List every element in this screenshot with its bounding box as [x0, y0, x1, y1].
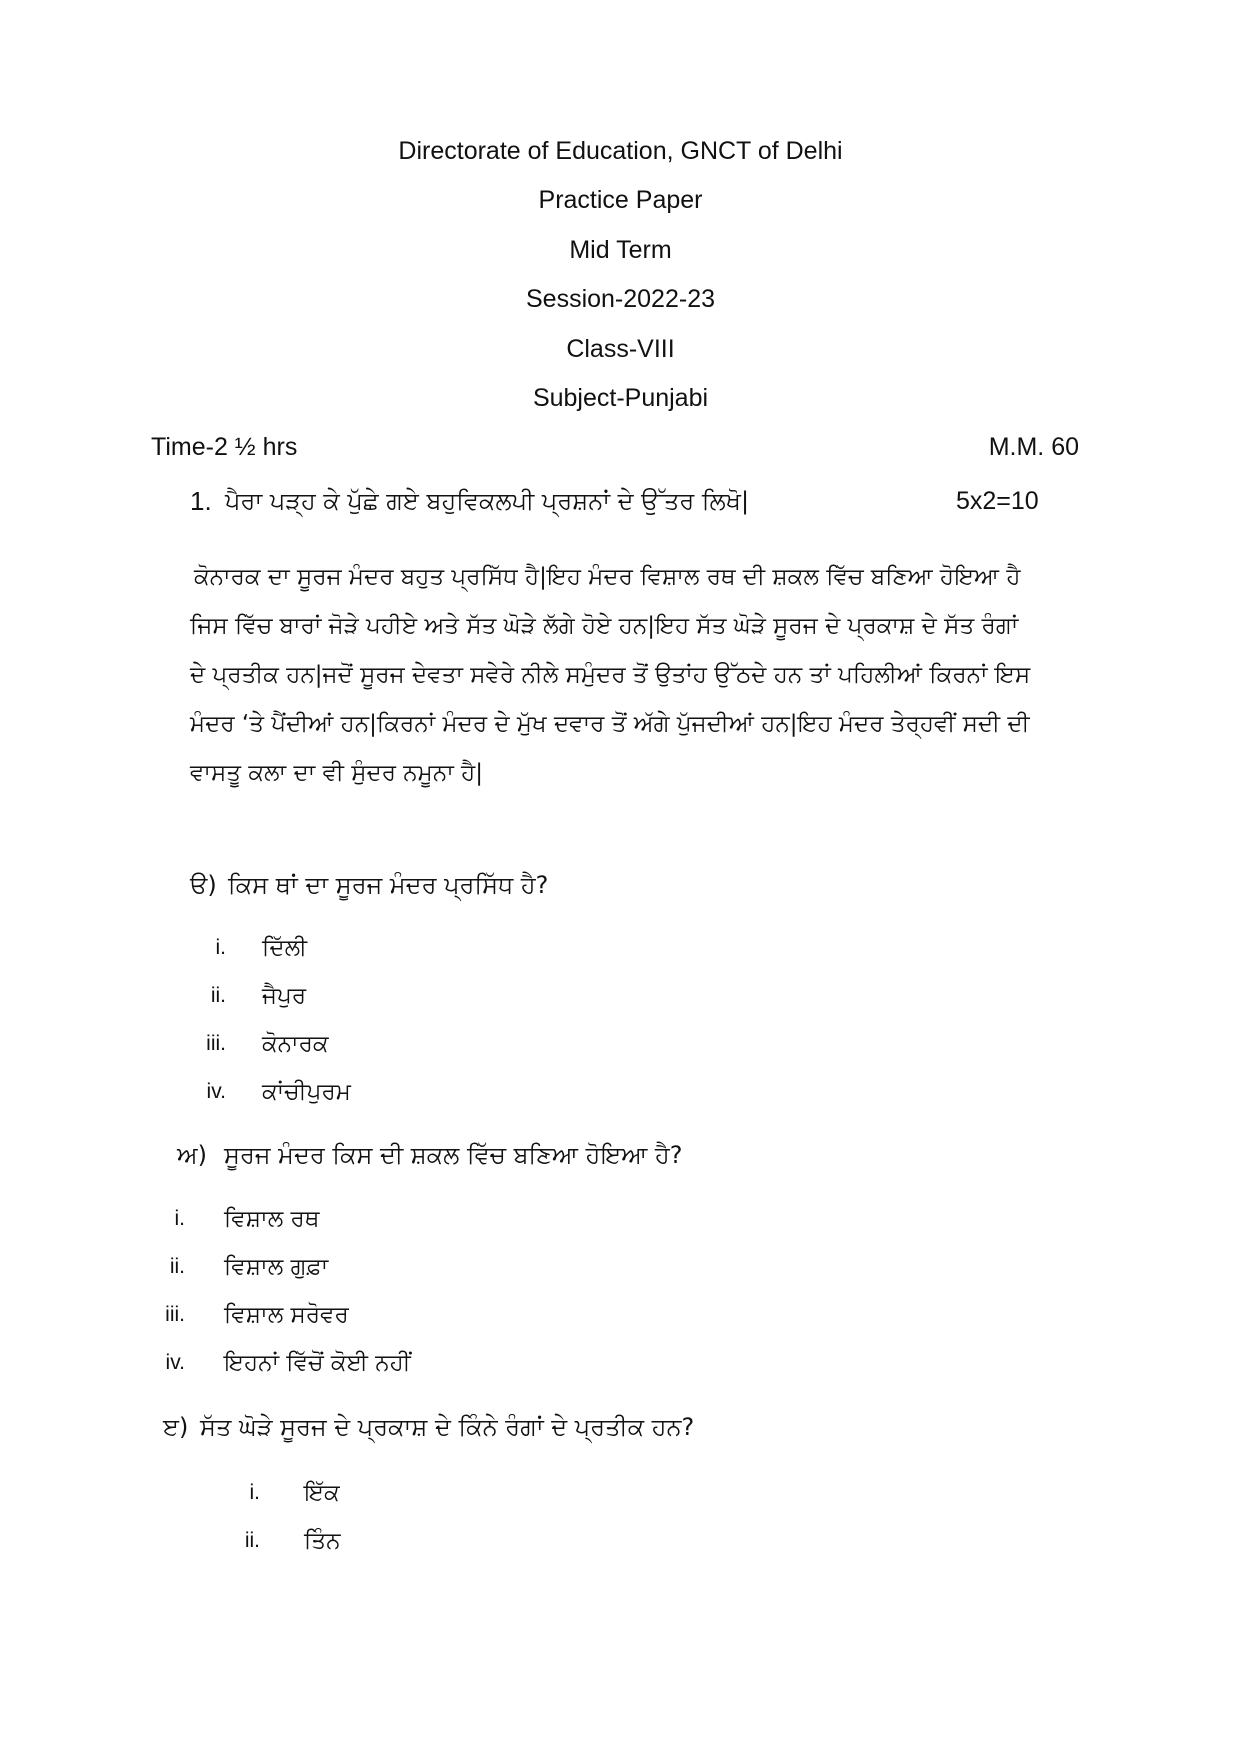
- max-marks: M.M. 60: [988, 433, 1079, 461]
- option-number: ii.: [210, 984, 226, 1007]
- subquestion-text: ਸੱਤ ਘੋੜੇ ਸੂਰਜ ਦੇ ਪ੍ਰਕਾਸ਼ ਦੇ ਕਿੰਨੇ ਰੰਗਾਂ ਦੇ ਪ੍ਰਤੀਕ ਹਨ?: [200, 1413, 695, 1441]
- option-number: ii.: [169, 1255, 185, 1278]
- subquestion-label: ਅ): [177, 1141, 208, 1169]
- header-session: Session-2022-23: [525, 285, 715, 313]
- passage-line: ਜਿਸ ਵਿੱਚ ਬਾਰਾਂ ਜੋੜੇ ਪਹੀਏ ਅਤੇ ਸੱਤ ਘੋੜੇ ਲੱਗੇ ਹੋਏ ਹਨ|ਇਹ ਸੱਤ ਘੋੜੇ ਸੂਰਜ ਦੇ ਪ੍ਰਕਾਸ਼ ਦੇ ਸੱਤ ਰੰਗਾਂ: [190, 613, 1019, 639]
- subquestion-label: ੲ): [163, 1413, 189, 1441]
- option-text: ਇੱਕ: [304, 1480, 340, 1506]
- passage-line: ਕੋਨਾਰਕ ਦਾ ਸੂਰਜ ਮੰਦਰ ਬਹੁਤ ਪ੍ਰਸਿੱਧ ਹੈ|ਇਹ ਮੰਦਰ ਵਿਸ਼ਾਲ ਰਥ ਦੀ ਸ਼ਕਲ ਵਿੱਚ ਬਣਿਆ ਹੋਇਆ ਹੈ: [194, 564, 1021, 590]
- option-number: iii.: [165, 1303, 185, 1326]
- option-text: ਇਹਨਾਂ ਵਿੱਚੋਂ ਕੋਈ ਨਹੀਂ: [224, 1350, 411, 1376]
- header-paper-type: Practice Paper: [538, 186, 703, 214]
- option-number: i.: [174, 1207, 185, 1230]
- option-number: iv.: [165, 1351, 185, 1374]
- option-text: ਜੈਪੁਰ: [262, 983, 307, 1009]
- passage-line: ਮੰਦਰ ‘ਤੇ ਪੈਂਦੀਆਂ ਹਨ|ਕਿਰਨਾਂ ਮੰਦਰ ਦੇ ਮੁੱਖ ਦਵਾਰ ਤੋਂ ਅੱਗੇ ਪੁੱਜਦੀਆਂ ਹਨ|ਇਹ ਮੰਦਰ ਤੇਰ੍ਹਵੀਂ ਸਦੀ ਦੀ: [190, 711, 1030, 737]
- time-allowed: Time-2 ½ hrs: [151, 433, 298, 461]
- option-number: ii.: [244, 1529, 260, 1552]
- option-text: ਵਿਸ਼ਾਲ ਗੁਫ਼ਾ: [224, 1254, 329, 1280]
- option-text: ਤਿੰਨ: [304, 1528, 341, 1554]
- option-text: ਕਾਂਚੀਪੁਰਮ: [262, 1079, 351, 1105]
- option-number: iii.: [206, 1032, 226, 1055]
- subquestion-label: ੳ): [190, 871, 217, 899]
- passage: [190, 553, 1090, 798]
- option-text: ਵਿਸ਼ਾਲ ਸਰੋਵਰ: [224, 1302, 349, 1328]
- option-number: iv.: [206, 1080, 226, 1103]
- option-text: ਦਿੱਲੀ: [262, 935, 308, 961]
- question-marks: 5x2=10: [956, 487, 1039, 515]
- header-organization: Directorate of Education, GNCT of Delhi: [398, 137, 843, 165]
- header-class: Class-VIII: [566, 335, 675, 363]
- passage-line: ਦੇ ਪ੍ਰਤੀਕ ਹਨ|ਜਦੋਂ ਸੂਰਜ ਦੇਵਤਾ ਸਵੇਰੇ ਨੀਲੇ ਸਮੁੰਦਰ ਤੋਂ ਉਤਾਂਹ ਉੱਠਦੇ ਹਨ ਤਾਂ ਪਹਿਲੀਆਂ ਕਿਰਨਾਂ ਇਸ: [190, 662, 1031, 688]
- subquestion-text: ਸੂਰਜ ਮੰਦਰ ਕਿਸ ਦੀ ਸ਼ਕਲ ਵਿੱਚ ਬਣਿਆ ਹੋਇਆ ਹੈ?: [224, 1141, 683, 1169]
- question-instruction: ਪੈਰਾ ਪੜ੍ਹ ਕੇ ਪੁੱਛੇ ਗਏ ਬਹੁਵਿਕਲਪੀ ਪ੍ਰਸ਼ਨਾਂ ਦੇ ਉੱਤਰ ਲਿਖੋ|: [225, 487, 750, 515]
- option-number: i.: [215, 936, 226, 959]
- option-text: ਕੋਨਾਰਕ: [262, 1031, 329, 1057]
- question-number: 1.: [190, 486, 212, 516]
- header-subject: Subject-Punjabi: [532, 384, 709, 412]
- header-term: Mid Term: [569, 236, 672, 264]
- option-text: ਵਿਸ਼ਾਲ ਰਥ: [224, 1206, 320, 1232]
- passage-line: ਵਾਸਤੂ ਕਲਾ ਦਾ ਵੀ ਸੁੰਦਰ ਨਮੂਨਾ ਹੈ|: [190, 760, 483, 786]
- option-number: i.: [249, 1481, 260, 1504]
- subquestion-text: ਕਿਸ ਥਾਂ ਦਾ ਸੂਰਜ ਮੰਦਰ ਪ੍ਰਸਿੱਧ ਹੈ?: [228, 871, 549, 899]
